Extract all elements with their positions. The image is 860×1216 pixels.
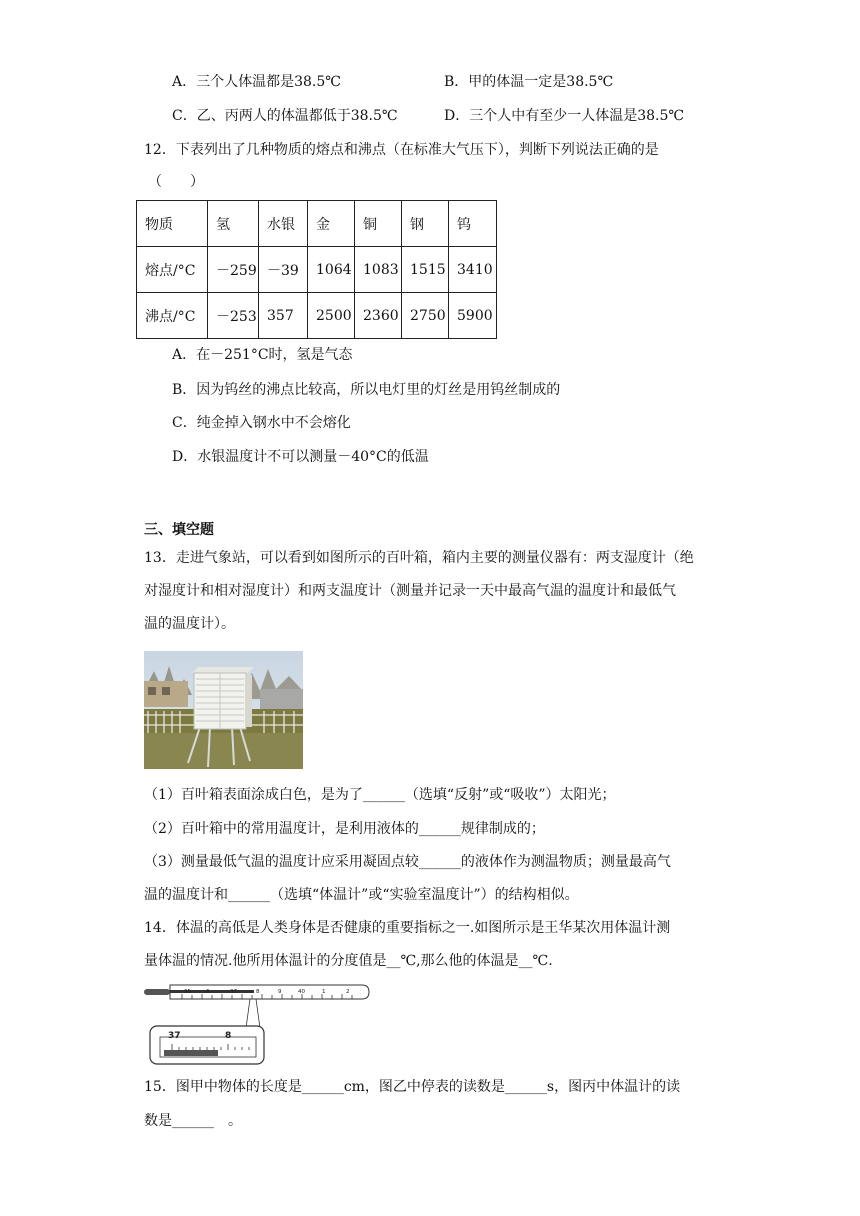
q12-option-c: C．纯金掉入钢水中不会熔化 xyxy=(172,415,351,431)
scale-label: 2 xyxy=(346,989,350,995)
table-cell: 2360 xyxy=(355,293,402,339)
table-cell: 物质 xyxy=(137,201,208,247)
table-cell: 氢 xyxy=(208,201,259,247)
q15-line-1: 15．图甲中物体的长度是______cm，图乙中停表的读数是______s，图丙中体温计的读 xyxy=(144,1079,681,1095)
table-cell: 钨 xyxy=(449,201,497,247)
table-cell: 3410 xyxy=(449,247,497,293)
q11-option-c: C．乙、丙两人的体温都低于38.5℃ xyxy=(172,108,398,124)
table-row-boiling xyxy=(137,293,497,339)
q11-option-d: D．三个人中有至少一人体温是38.5℃ xyxy=(444,108,685,124)
q14-line-1: 14．体温的高低是人类身体是否健康的重要指标之一.如图所示是王华某次用体温计测 xyxy=(144,920,671,936)
q13-line-1: 13．走进气象站，可以看到如图所示的百叶箱，箱内主要的测量仪器有：两支湿度计（绝 xyxy=(144,550,694,566)
q13-sub-2: （2）百叶箱中的常用温度计，是利用液体的______规律制成的； xyxy=(144,821,545,837)
table-cell: 金 xyxy=(308,201,355,247)
scale-label: 8 xyxy=(256,989,260,995)
table-cell: －259 xyxy=(208,247,259,293)
scale-label: 1 xyxy=(322,989,326,995)
table-cell: 357 xyxy=(259,293,308,339)
table-cell: －39 xyxy=(259,247,308,293)
q12-answer-paren: （ ） xyxy=(148,174,204,190)
q14-line-2: 量体温的情况.他所用体温计的分度值是__℃,那么他的体温是__℃. xyxy=(144,953,553,969)
table-row-melting xyxy=(137,247,497,293)
q13-sub-1: （1）百叶箱表面涂成白色，是为了______（选填“反射”或“吸收”）太阳光； xyxy=(144,787,616,803)
q13-line-2: 对湿度计和相对湿度计）和两支温度计（测量并记录一天中最高气温的温度计和最低气 xyxy=(144,583,676,599)
table-cell: －253 xyxy=(208,293,259,339)
table-cell: 2750 xyxy=(402,293,449,339)
q12-stem: 12．下表列出了几种物质的熔点和沸点（在标准大气压下），判断下列说法正确的是 xyxy=(144,142,659,158)
scale-label: 35 xyxy=(184,989,191,995)
scale-label: 9 xyxy=(278,989,282,995)
scale-label: 37 xyxy=(230,989,237,995)
table-row-header xyxy=(137,201,497,247)
zoom-label: 8 xyxy=(225,1031,232,1041)
table-cell: 钢 xyxy=(402,201,449,247)
section-title: 三、填空题 xyxy=(144,522,214,538)
zoom-label: 37 xyxy=(168,1031,181,1041)
q12-option-d: D．水银温度计不可以测量－40°C的低温 xyxy=(172,449,429,465)
q12-option-a: A．在－251°C时，氢是气态 xyxy=(172,347,353,363)
scale-label: 6 xyxy=(206,989,210,995)
table-cell: 铜 xyxy=(355,201,402,247)
q11-option-b: B．甲的体温一定是38.5℃ xyxy=(444,74,614,90)
q15-line-2: 数是______ 。 xyxy=(144,1113,242,1129)
q13-sub-3b: 温的温度计和______（选填“体温计”或“实验室温度计”）的结构相似。 xyxy=(144,887,579,903)
table-cell: 水银 xyxy=(259,201,308,247)
clinical-thermometer-figure xyxy=(142,982,372,1072)
table-cell: 5900 xyxy=(449,293,497,339)
stevenson-screen-photo xyxy=(144,651,303,769)
table-cell: 2500 xyxy=(308,293,355,339)
scale-label: 40 xyxy=(298,989,305,995)
table-cell: 熔点/°C xyxy=(137,247,208,293)
table-cell: 1064 xyxy=(308,247,355,293)
table-cell: 沸点/°C xyxy=(137,293,208,339)
table-cell: 1515 xyxy=(402,247,449,293)
melting-boiling-table xyxy=(136,200,497,339)
q11-option-a: A．三个人体温都是38.5℃ xyxy=(172,74,341,90)
q13-line-3: 温的温度计）。 xyxy=(144,616,235,632)
q13-sub-3a: （3）测量最低气温的温度计应采用凝固点较______的液体作为测温物质；测量最高气 xyxy=(144,854,671,870)
q12-option-b: B．因为钨丝的沸点比较高，所以电灯里的灯丝是用钨丝制成的 xyxy=(172,382,561,398)
table-cell: 1083 xyxy=(355,247,402,293)
